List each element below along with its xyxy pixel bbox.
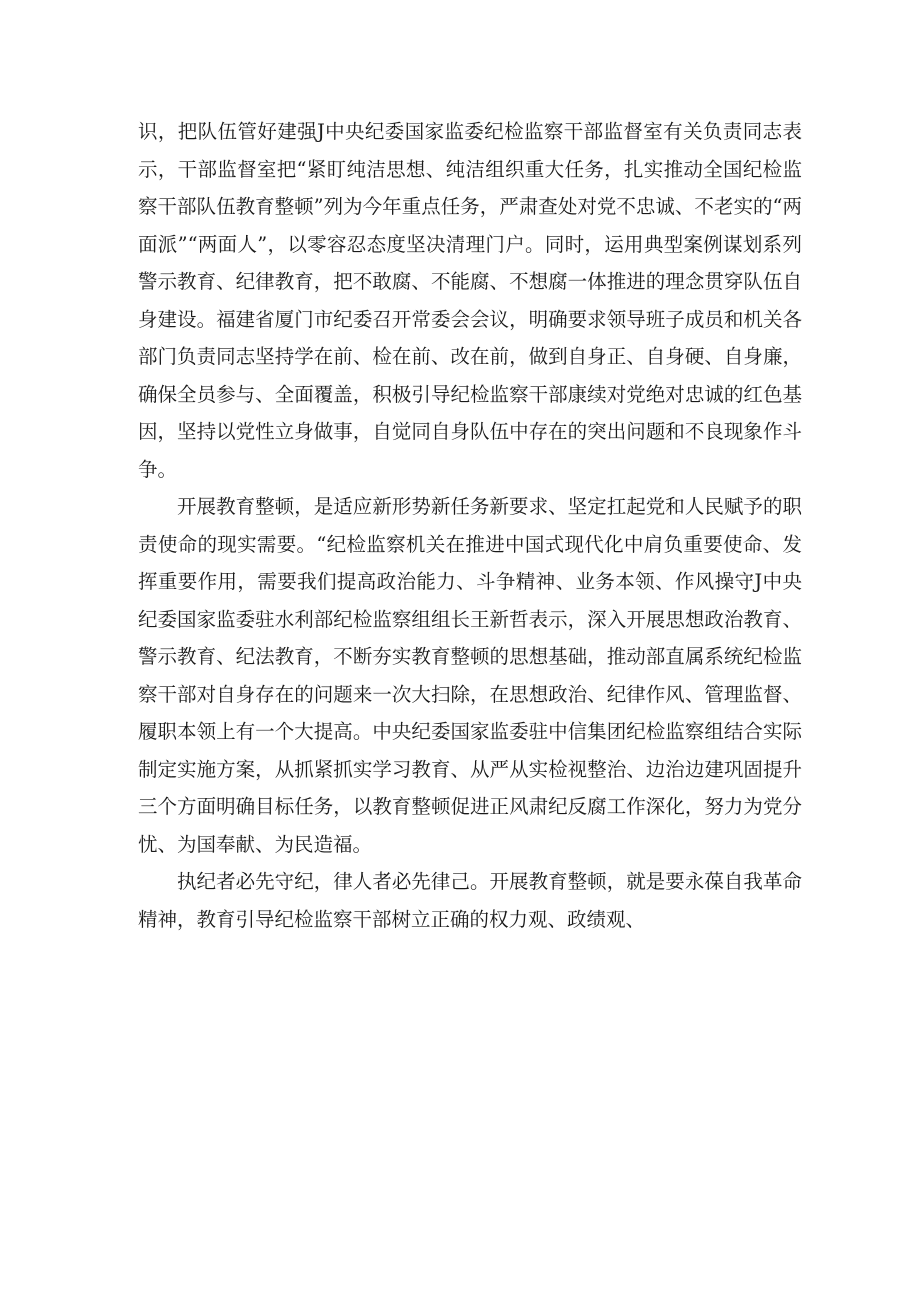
document-body	[138, 113, 802, 938]
paragraph-2: 开展教育整顿，是适应新形势新任务新要求、坚定扛起党和人民赋予的职责使命的现实需要。“纪检监察机关在推进中国式现代化中肩负重要使命、发挥重要作用，需要我们提高政治能力、斗争精神、业务本领、作风操守J中央纪委国家监委驻水利部纪检监察组组长王新哲表示，深入开展思想政治教育、警示教育、纪法教育，不断夯实教育整顿的思想基础，推动部直属系统纪检监察干部对自身存在的问题来一次大扫除，在思想政治、纪律作风、管理监督、履职本领上有一个大提高。中央纪委国家监委驻中信集团纪检监察组结合实际制定实施方案，从抓紧抓实学习教育、从严从实检视整治、边治边建巩固提升三个方面明确目标任务，以教育整顿促进正风肃纪反腐工作深化，努力为党分忧、为国奉献、为民造福。	[138, 495, 802, 856]
paragraph-3: 执纪者必先守纪，律人者必先律己。开展教育整顿，就是要永葆自我革命精神，教育引导纪检监察干部树立正确的权力观、政绩观、	[138, 870, 802, 931]
paragraph-1: 识，把队伍管好建强J中央纪委国家监委纪检监察干部监督室有关负责同志表示，干部监督室把“紧盯纯洁思想、纯洁组织重大任务，扎实推动全国纪检监察干部队伍教育整顿”列为今年重点任务，严肃查处对党不忠诚、不老实的“两面派”“两面人”，以零容忍态度坚决清理门户。同时，运用典型案例谋划系列警示教育、纪律教育，把不敢腐、不能腐、不想腐一体推进的理念贯穿队伍自身建设。福建省厦门市纪委召开常委会会议，明确要求领导班子成员和机关各部门负责同志坚持学在前、检在前、改在前，做到自身正、自身硬、自身廉，确保全员参与、全面覆盖，积极引导纪检监察干部康续对党绝对忠诚的红色基因，坚持以党性立身做事，自觉同自身队伍中存在的突出问题和不良现象作斗争。	[138, 120, 802, 481]
